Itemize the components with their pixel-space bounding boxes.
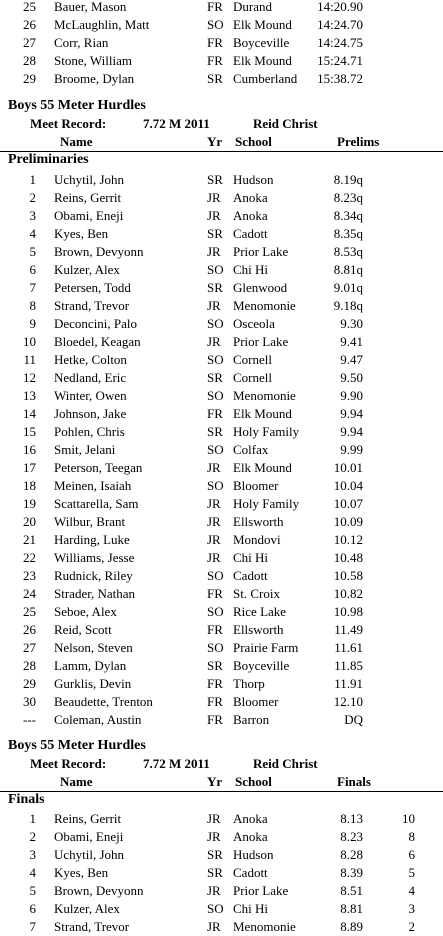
mark-cell: 8.23q (333, 190, 363, 205)
mark-cell: 10.82 (333, 586, 363, 601)
mark-cell: 11.61 (334, 640, 363, 655)
school-cell: Menomonie (233, 388, 296, 403)
year-cell: SR (207, 226, 223, 241)
year-cell: SO (207, 316, 224, 331)
school-cell: Glenwood (233, 280, 288, 295)
points-cell: 3 (408, 901, 415, 916)
year-cell: SR (207, 847, 223, 862)
result-row (0, 639, 443, 657)
result-row (0, 34, 443, 52)
school-cell: Boyceville (233, 35, 290, 50)
school-cell: Cadott (233, 865, 268, 880)
place-cell: 21 (23, 532, 36, 547)
place-cell: 4 (29, 865, 36, 880)
year-cell: JR (207, 919, 221, 934)
result-row (0, 621, 443, 639)
result-row (0, 243, 443, 261)
meet-record-mark: 7.72 M 2011 (143, 756, 210, 771)
place-cell: 7 (29, 280, 36, 295)
place-cell: 16 (23, 442, 36, 457)
meet-record (0, 115, 443, 133)
result-row (0, 549, 443, 567)
result-row (0, 495, 443, 513)
school-cell: Cornell (233, 370, 272, 385)
athlete-name: Williams, Jesse (54, 550, 135, 565)
mark-cell: 8.23 (340, 829, 363, 844)
col-yr: Yr (207, 774, 223, 789)
result-row (0, 918, 443, 936)
school-cell: Rice Lake (233, 604, 287, 619)
year-cell: SR (207, 71, 223, 86)
mark-cell: 11.49 (334, 622, 363, 637)
school-cell: Menomonie (233, 298, 296, 313)
mark-cell: 10.58 (333, 568, 363, 583)
col-school: School (235, 134, 272, 149)
result-row (0, 351, 443, 369)
mark-cell: 12.10 (333, 694, 363, 709)
place-cell: 19 (23, 496, 36, 511)
place-cell: 9 (29, 316, 36, 331)
athlete-name: Kulzer, Alex (54, 901, 120, 916)
school-cell: Anoka (233, 829, 268, 844)
school-cell: Hudson (233, 847, 274, 862)
athlete-name: Strader, Nathan (54, 586, 136, 601)
school-cell: St. Croix (233, 586, 280, 601)
year-cell: JR (207, 190, 221, 205)
school-cell: Chi Hi (233, 262, 269, 277)
school-cell: Holy Family (233, 424, 300, 439)
year-cell: SR (207, 424, 223, 439)
school-cell: Boyceville (233, 658, 290, 673)
result-row (0, 441, 443, 459)
school-cell: Hudson (233, 172, 274, 187)
athlete-name: Kyes, Ben (54, 226, 109, 241)
school-cell: Cumberland (233, 71, 298, 86)
result-row (0, 459, 443, 477)
place-cell: 17 (23, 460, 36, 475)
meet-record-holder: Reid Christ (253, 116, 318, 131)
athlete-name: Johnson, Jake (54, 406, 127, 421)
result-row (0, 567, 443, 585)
year-cell: FR (207, 694, 223, 709)
meet-record-label: Meet Record: (30, 756, 107, 771)
mark-cell: 8.89 (340, 919, 363, 934)
place-cell: 25 (23, 604, 36, 619)
school-cell: Anoka (233, 208, 268, 223)
place-cell: 24 (23, 586, 36, 601)
col-yr: Yr (207, 134, 223, 149)
mark-cell: 8.53q (333, 244, 363, 259)
year-cell: SO (207, 901, 224, 916)
round-title: Preliminaries (8, 152, 89, 167)
athlete-name: Coleman, Austin (54, 712, 142, 727)
year-cell: JR (207, 550, 221, 565)
mark-cell: 14:24.70 (317, 17, 363, 32)
result-row (0, 0, 443, 16)
place-cell: 12 (23, 370, 36, 385)
place-cell: 30 (23, 694, 36, 709)
year-cell: FR (207, 712, 223, 727)
result-row (0, 846, 443, 864)
athlete-name: Uchytil, John (54, 847, 125, 862)
place-cell: 29 (23, 676, 36, 691)
school-cell: Durand (233, 0, 272, 14)
athlete-name: Obami, Eneji (54, 208, 124, 223)
year-cell: SR (207, 172, 223, 187)
athlete-name: Broome, Dylan (54, 71, 135, 86)
athlete-name: Brown, Devyonn (54, 244, 144, 259)
col-mark: Finals (337, 774, 371, 789)
athlete-name: Bloedel, Keagan (54, 334, 141, 349)
year-cell: FR (207, 676, 223, 691)
result-row (0, 711, 443, 729)
place-cell: 8 (29, 298, 36, 313)
mark-cell: 9.94 (340, 406, 363, 421)
place-cell: 6 (29, 901, 36, 916)
year-cell: SR (207, 658, 223, 673)
points-cell: 8 (408, 829, 415, 844)
year-cell: SO (207, 478, 224, 493)
school-cell: Barron (233, 712, 270, 727)
place-cell: 28 (23, 53, 36, 68)
mark-cell: 10.12 (333, 532, 363, 547)
place-cell: --- (23, 712, 36, 727)
athlete-name: Deconcini, Palo (54, 316, 138, 331)
school-cell: Mondovi (233, 532, 281, 547)
result-row (0, 828, 443, 846)
year-cell: FR (207, 406, 223, 421)
meet-record (0, 755, 443, 773)
school-cell: Cornell (233, 352, 272, 367)
mark-cell: DQ (344, 712, 363, 727)
year-cell: SO (207, 17, 224, 32)
place-cell: 23 (23, 568, 36, 583)
result-row (0, 810, 443, 828)
result-row (0, 513, 443, 531)
place-cell: 27 (23, 35, 36, 50)
col-name: Name (60, 774, 93, 789)
school-cell: Anoka (233, 811, 268, 826)
athlete-name: Petersen, Todd (54, 280, 131, 295)
points-cell: 6 (408, 847, 415, 862)
mark-cell: 10.07 (333, 496, 363, 511)
result-row (0, 70, 443, 88)
mark-cell: 10.98 (333, 604, 363, 619)
mark-cell: 8.28 (340, 847, 363, 862)
athlete-name: Beaudette, Trenton (54, 694, 153, 709)
athlete-name: Pohlen, Chris (54, 424, 125, 439)
result-row (0, 261, 443, 279)
meet-record-holder: Reid Christ (253, 756, 318, 771)
school-cell: Ellsworth (233, 514, 284, 529)
place-cell: 26 (23, 622, 36, 637)
mark-cell: 8.81q (333, 262, 363, 277)
year-cell: JR (207, 298, 221, 313)
athlete-name: Brown, Devyonn (54, 883, 144, 898)
result-row (0, 477, 443, 495)
school-cell: Cadott (233, 568, 268, 583)
year-cell: FR (207, 586, 223, 601)
place-cell: 1 (29, 811, 36, 826)
result-row (0, 279, 443, 297)
athlete-name: Strand, Trevor (54, 298, 130, 313)
result-row (0, 900, 443, 918)
mark-cell: 11.85 (334, 658, 363, 673)
athlete-name: Wilbur, Brant (54, 514, 126, 529)
result-row (0, 423, 443, 441)
place-cell: 20 (23, 514, 36, 529)
school-cell: Chi Hi (233, 901, 269, 916)
col-name: Name (60, 134, 93, 149)
place-cell: 3 (29, 208, 36, 223)
place-cell: 13 (23, 388, 36, 403)
school-cell: Elk Mound (233, 406, 292, 421)
place-cell: 14 (23, 406, 36, 421)
year-cell: SO (207, 388, 224, 403)
place-cell: 11 (23, 352, 36, 367)
athlete-name: Uchytil, John (54, 172, 125, 187)
mark-cell: 10.09 (333, 514, 363, 529)
year-cell: SO (207, 604, 224, 619)
place-cell: 2 (29, 829, 36, 844)
result-row (0, 315, 443, 333)
athlete-name: Kulzer, Alex (54, 262, 120, 277)
mark-cell: 8.13 (340, 811, 363, 826)
year-cell: JR (207, 514, 221, 529)
place-cell: 29 (23, 71, 36, 86)
col-mark: Prelims (337, 134, 380, 149)
round-title: Finals (8, 792, 45, 807)
result-row (0, 297, 443, 315)
mark-cell: 9.41 (340, 334, 363, 349)
result-row (0, 52, 443, 70)
school-cell: Bloomer (233, 478, 279, 493)
year-cell: JR (207, 460, 221, 475)
year-cell: SO (207, 442, 224, 457)
athlete-name: Gurklis, Devin (54, 676, 132, 691)
col-school: School (235, 774, 272, 789)
athlete-name: Reins, Gerrit (54, 811, 122, 826)
athlete-name: Lamm, Dylan (54, 658, 127, 673)
athlete-name: Meinen, Isaiah (54, 478, 132, 493)
athlete-name: McLaughlin, Matt (54, 17, 150, 32)
school-cell: Prior Lake (233, 883, 289, 898)
mark-cell: 10.48 (333, 550, 363, 565)
result-row (0, 207, 443, 225)
mark-cell: 9.99 (340, 442, 363, 457)
athlete-name: Smit, Jelani (54, 442, 116, 457)
school-cell: Prairie Farm (233, 640, 299, 655)
mark-cell: 9.30 (340, 316, 363, 331)
meet-record-label: Meet Record: (30, 116, 107, 131)
event-title: Boys 55 Meter Hurdles (8, 738, 146, 753)
athlete-name: Rudnick, Riley (54, 568, 133, 583)
points-cell: 4 (408, 883, 415, 898)
points-cell: 2 (408, 919, 415, 934)
event-title: Boys 55 Meter Hurdles (8, 98, 146, 113)
athlete-name: Strand, Trevor (54, 919, 130, 934)
place-cell: 3 (29, 847, 36, 862)
result-row (0, 405, 443, 423)
year-cell: JR (207, 829, 221, 844)
year-cell: SO (207, 568, 224, 583)
result-row (0, 693, 443, 711)
school-cell: Prior Lake (233, 244, 289, 259)
school-cell: Elk Mound (233, 53, 292, 68)
year-cell: JR (207, 334, 221, 349)
mark-cell: 8.19q (333, 172, 363, 187)
result-row (0, 333, 443, 351)
result-row (0, 585, 443, 603)
school-cell: Ellsworth (233, 622, 284, 637)
athlete-name: Winter, Owen (54, 388, 127, 403)
mark-cell: 8.81 (340, 901, 363, 916)
year-cell: SO (207, 262, 224, 277)
place-cell: 26 (23, 17, 36, 32)
points-cell: 10 (402, 811, 415, 826)
mark-cell: 14:20.90 (317, 0, 363, 14)
school-cell: Menomonie (233, 919, 296, 934)
mark-cell: 8.51 (340, 883, 363, 898)
year-cell: FR (207, 53, 223, 68)
mark-cell: 11.91 (334, 676, 363, 691)
mark-cell: 8.34q (333, 208, 363, 223)
mark-cell: 9.18q (333, 298, 363, 313)
athlete-name: Reid, Scott (54, 622, 112, 637)
place-cell: 5 (29, 244, 36, 259)
school-cell: Colfax (233, 442, 269, 457)
year-cell: JR (207, 244, 221, 259)
place-cell: 22 (23, 550, 36, 565)
result-row (0, 603, 443, 621)
athlete-name: Corr, Rian (54, 35, 109, 50)
athlete-name: Reins, Gerrit (54, 190, 122, 205)
school-cell: Holy Family (233, 496, 300, 511)
mark-cell: 9.47 (340, 352, 363, 367)
mark-cell: 14:24.75 (317, 35, 363, 50)
result-row (0, 369, 443, 387)
result-row (0, 531, 443, 549)
athlete-name: Harding, Luke (54, 532, 130, 547)
school-cell: Cadott (233, 226, 268, 241)
school-cell: Osceola (233, 316, 275, 331)
year-cell: SR (207, 280, 223, 295)
place-cell: 27 (23, 640, 36, 655)
place-cell: 15 (23, 424, 36, 439)
place-cell: 7 (29, 919, 36, 934)
athlete-name: Nelson, Steven (54, 640, 133, 655)
mark-cell: 8.35q (333, 226, 363, 241)
year-cell: JR (207, 496, 221, 511)
year-cell: FR (207, 35, 223, 50)
result-row (0, 657, 443, 675)
mark-cell: 15:24.71 (317, 53, 363, 68)
school-cell: Elk Mound (233, 17, 292, 32)
athlete-name: Peterson, Teegan (54, 460, 143, 475)
mark-cell: 9.50 (340, 370, 363, 385)
school-cell: Elk Mound (233, 460, 292, 475)
athlete-name: Nedland, Eric (54, 370, 127, 385)
result-row (0, 16, 443, 34)
mark-cell: 10.01 (333, 460, 363, 475)
place-cell: 6 (29, 262, 36, 277)
year-cell: SR (207, 865, 223, 880)
school-cell: Anoka (233, 190, 268, 205)
athlete-name: Stone, William (54, 53, 132, 68)
result-row (0, 225, 443, 243)
place-cell: 5 (29, 883, 36, 898)
mark-cell: 10.04 (333, 478, 363, 493)
year-cell: SO (207, 352, 224, 367)
athlete-name: Seboe, Alex (54, 604, 117, 619)
result-row (0, 882, 443, 900)
athlete-name: Bauer, Mason (54, 0, 127, 14)
mark-cell: 9.01q (333, 280, 363, 295)
year-cell: FR (207, 622, 223, 637)
mark-cell: 8.39 (340, 865, 363, 880)
athlete-name: Obami, Eneji (54, 829, 124, 844)
result-row (0, 675, 443, 693)
place-cell: 25 (23, 0, 36, 14)
year-cell: JR (207, 208, 221, 223)
place-cell: 1 (29, 172, 36, 187)
athlete-name: Kyes, Ben (54, 865, 109, 880)
place-cell: 28 (23, 658, 36, 673)
school-cell: Prior Lake (233, 334, 289, 349)
school-cell: Chi Hi (233, 550, 269, 565)
year-cell: JR (207, 532, 221, 547)
place-cell: 10 (23, 334, 36, 349)
mark-cell: 9.94 (340, 424, 363, 439)
year-cell: SO (207, 640, 224, 655)
place-cell: 2 (29, 190, 36, 205)
year-cell: JR (207, 883, 221, 898)
athlete-name: Scattarella, Sam (54, 496, 139, 511)
result-row (0, 171, 443, 189)
column-header (0, 773, 443, 792)
points-cell: 5 (408, 865, 415, 880)
mark-cell: 15:38.72 (317, 71, 363, 86)
place-cell: 4 (29, 226, 36, 241)
school-cell: Bloomer (233, 694, 279, 709)
year-cell: FR (207, 0, 223, 14)
athlete-name: Hetke, Colton (54, 352, 127, 367)
result-row (0, 387, 443, 405)
mark-cell: 9.90 (340, 388, 363, 403)
year-cell: SR (207, 370, 223, 385)
school-cell: Thorp (233, 676, 265, 691)
result-row (0, 189, 443, 207)
meet-record-mark: 7.72 M 2011 (143, 116, 210, 131)
place-cell: 18 (23, 478, 36, 493)
column-header (0, 133, 443, 152)
year-cell: JR (207, 811, 221, 826)
result-row (0, 864, 443, 882)
